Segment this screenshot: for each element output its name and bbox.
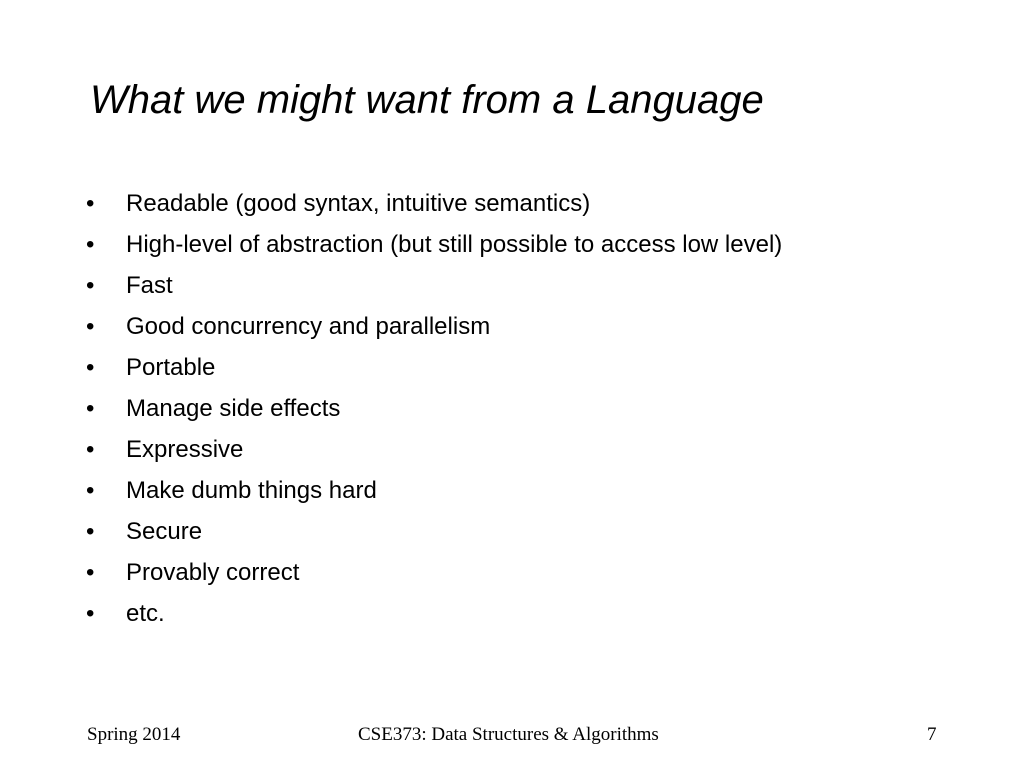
bullet-icon: • [86, 313, 95, 340]
bullet-text: Portable [126, 354, 216, 381]
bullet-icon: • [86, 436, 95, 463]
bullet-icon: • [86, 395, 95, 422]
bullet-icon: • [86, 231, 95, 258]
bullet-item [86, 306, 782, 347]
bullet-icon: • [86, 518, 95, 545]
bullet-item [86, 552, 782, 593]
bullet-item [86, 388, 782, 429]
bullet-item [86, 511, 782, 552]
slide-title: What we might want from a Language [90, 78, 764, 122]
bullet-item [86, 347, 782, 388]
bullet-icon: • [86, 477, 95, 504]
bullet-list [86, 183, 782, 634]
bullet-text: Expressive [126, 436, 244, 463]
bullet-icon: • [86, 354, 95, 381]
bullet-text: etc. [126, 600, 165, 627]
bullet-text: Secure [126, 518, 203, 545]
bullet-icon: • [86, 559, 95, 586]
bullet-text: Fast [126, 272, 173, 299]
footer-term: Spring 2014 [87, 724, 181, 745]
bullet-item [86, 429, 782, 470]
bullet-text: Manage side effects [126, 395, 341, 422]
bullet-item [86, 593, 782, 634]
bullet-text: Provably correct [126, 559, 300, 586]
bullet-text: Make dumb things hard [126, 477, 377, 504]
bullet-icon: • [86, 190, 95, 217]
bullet-item [86, 183, 782, 224]
bullet-item [86, 265, 782, 306]
page-number: 7 [927, 724, 937, 745]
bullet-item [86, 224, 782, 265]
bullet-item [86, 470, 782, 511]
bullet-text: High-level of abstraction (but still possible to access low level) [126, 231, 783, 258]
bullet-icon: • [86, 272, 95, 299]
bullet-icon: • [86, 600, 95, 627]
bullet-text: Good concurrency and parallelism [126, 313, 491, 340]
footer-course: CSE373: Data Structures & Algorithms [358, 724, 659, 745]
bullet-text: Readable (good syntax, intuitive semantics) [126, 190, 591, 217]
